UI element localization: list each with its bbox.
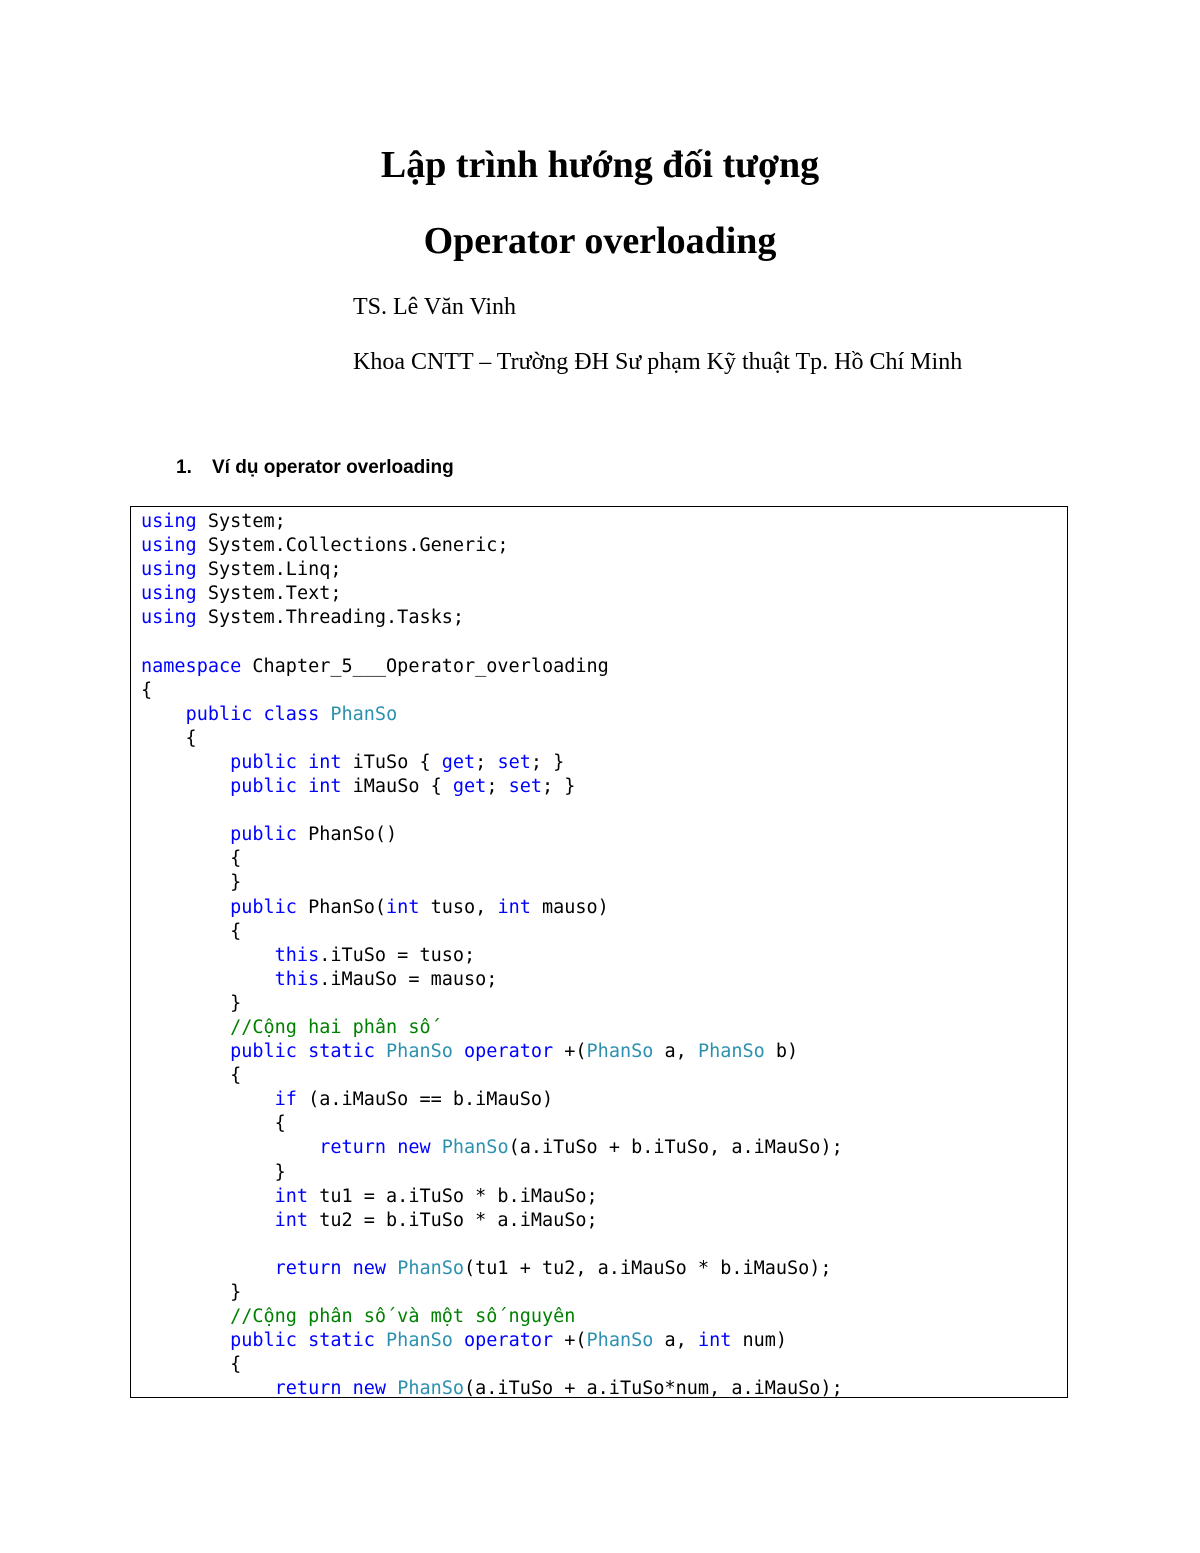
author-line: TS. Lê Văn Vinh — [353, 294, 516, 320]
code-keyword: int — [386, 896, 420, 918]
code-text — [141, 704, 186, 725]
code-text — [252, 704, 263, 725]
section-number: 1. — [176, 457, 192, 478]
code-text: mauso) — [530, 896, 609, 918]
code-line — [141, 727, 843, 751]
code-keyword: using — [141, 607, 197, 629]
code-keyword: int — [308, 776, 342, 798]
code-text: num) — [731, 1330, 788, 1352]
code-comment: //Cộng phân số và một số nguyên — [230, 1306, 576, 1328]
code-listing — [141, 510, 843, 1398]
code-text: tuso, — [419, 896, 498, 918]
code-text — [297, 1330, 308, 1351]
code-text: +( — [553, 1330, 587, 1352]
code-text: System.Text; — [196, 583, 342, 605]
code-line — [141, 1233, 843, 1257]
code-keyword: static — [308, 1041, 375, 1063]
code-keyword: using — [141, 583, 197, 605]
code-type-name: PhanSo — [330, 703, 398, 725]
code-type-name: PhanSo — [397, 1378, 465, 1398]
code-text: iMauSo { — [341, 776, 453, 798]
code-line — [141, 775, 843, 799]
code-text: tu1 = a.iTuSo * b.iMauSo; — [308, 1185, 598, 1207]
code-line — [141, 1112, 843, 1136]
code-text: } — [141, 992, 242, 1014]
code-text: } — [141, 1161, 286, 1183]
code-text — [141, 1330, 230, 1351]
code-type-name: PhanSo — [386, 1041, 453, 1063]
code-line — [141, 1257, 843, 1281]
code-line — [141, 896, 843, 920]
code-keyword: set — [508, 776, 543, 798]
code-line — [141, 1329, 843, 1353]
code-line — [141, 1281, 843, 1305]
code-text: a, — [653, 1330, 698, 1352]
code-keyword: int — [497, 896, 531, 918]
code-text — [386, 1378, 397, 1398]
code-type-name: PhanSo — [586, 1041, 654, 1063]
document-subtitle: Operator overloading — [423, 220, 777, 262]
code-text: iTuSo { — [341, 751, 442, 773]
code-text: { — [141, 1354, 242, 1376]
code-text: b) — [764, 1041, 799, 1063]
code-line — [141, 655, 843, 679]
code-keyword: int — [274, 1209, 309, 1231]
code-text: { — [141, 727, 197, 749]
code-listing-box — [130, 506, 1068, 1398]
code-line — [141, 703, 843, 727]
code-line — [141, 847, 843, 871]
code-keyword: public — [230, 751, 297, 773]
code-text: System; — [196, 511, 286, 532]
code-line — [141, 1064, 843, 1088]
code-text — [386, 1137, 397, 1158]
code-text: (a.iTuSo + b.iTuSo, a.iMauSo); — [508, 1137, 843, 1159]
code-keyword: return — [319, 1137, 387, 1159]
code-line — [141, 751, 843, 775]
code-keyword: static — [308, 1330, 375, 1352]
code-text: a, — [653, 1041, 698, 1063]
code-keyword: public — [185, 703, 253, 725]
code-text — [453, 1041, 464, 1062]
code-text — [141, 945, 275, 966]
code-text: PhanSo( — [296, 896, 387, 918]
code-text: { — [141, 679, 153, 701]
code-text: Chapter_5___Operator_overloading — [241, 655, 609, 677]
code-text: PhanSo() — [296, 824, 398, 846]
section-title: Ví dụ operator overloading — [212, 457, 454, 478]
code-text: System.Collections.Generic; — [196, 535, 509, 557]
code-keyword: new — [352, 1257, 387, 1279]
code-text — [141, 897, 230, 918]
code-line — [141, 992, 843, 1016]
code-keyword: public — [230, 1041, 297, 1063]
code-keyword: int — [274, 1185, 309, 1207]
code-text: ; — [486, 776, 509, 798]
code-text: .iMauSo = mauso; — [319, 968, 498, 990]
code-keyword: this — [274, 944, 320, 966]
code-text — [141, 752, 230, 773]
code-text — [141, 1378, 275, 1398]
code-text: { — [141, 1113, 286, 1135]
code-keyword: get — [441, 751, 476, 773]
code-text: (tu1 + tu2, a.iMauSo * b.iMauSo); — [464, 1257, 832, 1279]
code-text: ; } — [542, 776, 576, 798]
code-text: (a.iMauSo == b.iMauSo) — [296, 1089, 554, 1111]
code-line — [141, 799, 843, 823]
code-line — [141, 920, 843, 944]
code-keyword: using — [141, 511, 197, 532]
code-text — [141, 824, 230, 845]
code-text: { — [141, 848, 242, 870]
code-text — [431, 1137, 442, 1158]
code-line — [141, 1185, 843, 1209]
section-heading — [176, 455, 454, 481]
code-text — [141, 776, 230, 797]
code-keyword: new — [352, 1378, 387, 1398]
code-keyword: namespace — [141, 655, 242, 677]
code-keyword: set — [497, 751, 531, 773]
code-text — [375, 1330, 386, 1351]
code-keyword: operator — [464, 1330, 554, 1352]
code-line — [141, 1040, 843, 1064]
code-keyword: public — [230, 776, 297, 798]
code-line — [141, 1161, 843, 1185]
code-keyword: this — [274, 968, 320, 990]
code-text — [375, 1041, 386, 1062]
code-text — [453, 1330, 464, 1351]
code-text: ; } — [530, 751, 565, 773]
code-keyword: int — [697, 1330, 732, 1352]
code-text — [141, 1041, 230, 1062]
code-type-name: PhanSo — [397, 1257, 465, 1279]
code-keyword: return — [274, 1378, 342, 1398]
code-text — [141, 1017, 230, 1038]
code-type-name: PhanSo — [697, 1041, 765, 1063]
code-line — [141, 1088, 843, 1112]
code-keyword: using — [141, 535, 197, 557]
code-text — [141, 1186, 275, 1207]
code-keyword: get — [452, 776, 487, 798]
code-text — [319, 704, 330, 725]
document-title: Lập trình hướng đối tượng — [380, 144, 820, 186]
code-text — [141, 969, 275, 990]
code-text: } — [141, 1282, 242, 1303]
code-text — [141, 1258, 275, 1279]
code-keyword: class — [263, 703, 320, 725]
code-line — [141, 606, 843, 630]
code-keyword: public — [230, 896, 297, 918]
code-text: System.Linq; — [196, 559, 342, 581]
code-line — [141, 1209, 843, 1233]
code-text: System.Threading.Tasks; — [196, 607, 465, 629]
code-text — [141, 1089, 275, 1110]
code-line — [141, 1377, 843, 1398]
code-line — [141, 1136, 843, 1160]
code-text: .iTuSo = tuso; — [319, 944, 476, 966]
code-text: tu2 = b.iTuSo * a.iMauSo; — [308, 1209, 598, 1231]
code-line — [141, 823, 843, 847]
code-comment: //Cộng hai phân số — [230, 1016, 431, 1038]
code-keyword: using — [141, 559, 197, 581]
code-type-name: PhanSo — [586, 1330, 654, 1352]
code-text — [297, 752, 308, 773]
code-keyword: if — [274, 1089, 297, 1111]
code-keyword: operator — [464, 1041, 554, 1063]
code-type-name: PhanSo — [441, 1137, 509, 1159]
code-line — [141, 510, 843, 534]
code-keyword: int — [308, 751, 342, 773]
code-line — [141, 630, 843, 654]
code-text — [297, 776, 308, 797]
code-text — [297, 1041, 308, 1062]
code-text: { — [141, 1065, 242, 1087]
code-line — [141, 582, 843, 606]
code-text — [141, 1137, 319, 1158]
code-text: ; — [475, 751, 498, 773]
affiliation-line: Khoa CNTT – Trường ĐH Sư phạm Kỹ thuật Tp. Hồ Chí Minh — [353, 349, 963, 375]
code-text — [341, 1378, 352, 1398]
code-line — [141, 534, 843, 558]
code-text: } — [141, 872, 242, 894]
code-keyword: public — [230, 1330, 297, 1352]
code-line — [141, 558, 843, 582]
code-text — [141, 1210, 275, 1231]
code-line — [141, 944, 843, 968]
code-text — [341, 1258, 352, 1279]
code-line — [141, 968, 843, 992]
code-keyword: new — [397, 1137, 431, 1159]
code-line — [141, 1305, 843, 1329]
code-text — [141, 1306, 230, 1327]
code-line — [141, 1016, 843, 1040]
code-keyword: return — [274, 1257, 342, 1279]
code-text: { — [141, 920, 242, 942]
code-text — [386, 1258, 397, 1279]
code-type-name: PhanSo — [386, 1330, 453, 1352]
code-line — [141, 1353, 843, 1377]
code-text: +( — [553, 1041, 587, 1063]
code-keyword: public — [230, 824, 297, 846]
code-line — [141, 679, 843, 703]
code-line — [141, 871, 843, 895]
code-text: (a.iTuSo + a.iTuSo*num, a.iMauSo); — [464, 1378, 843, 1398]
